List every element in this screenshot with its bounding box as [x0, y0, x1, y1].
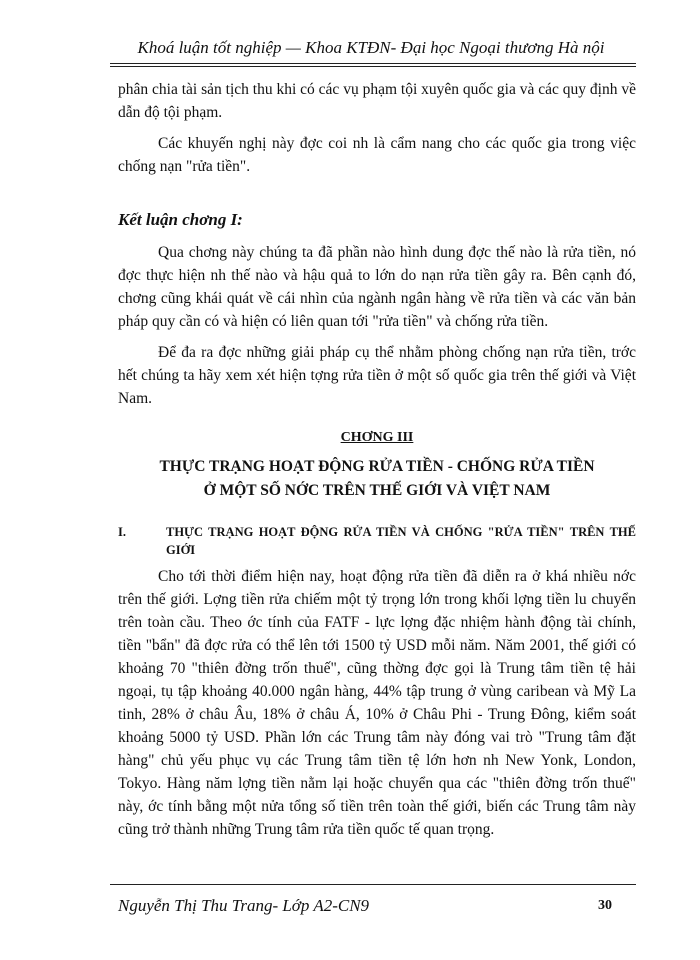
- section-number: I.: [118, 525, 126, 539]
- conclusion-heading: Kết luận chơng I:: [118, 210, 243, 229]
- chapter-title-line-2: Ở MỘT SỐ NỚC TRÊN THẾ GIỚI VÀ VIỆT NAM: [203, 482, 551, 499]
- chapter-label: CHƠNG III: [340, 430, 414, 445]
- paragraph-recommendations: Các khuyến nghị này đợc coi nh là cẩm nang cho các quốc gia trong việc chống nạn "rửa tiền".: [118, 135, 636, 175]
- section-title: THỰC TRẠNG HOẠT ĐỘNG RỬA TIỀN VÀ CHỐNG "RỬA TIỀN" TRÊN THẾ GIỚI: [166, 525, 636, 557]
- page-number: 30: [598, 898, 612, 913]
- page-content: [118, 78, 636, 849]
- footer-divider: [110, 884, 636, 885]
- paragraph-transition: Để đa ra đợc những giải pháp cụ thể nhằm phòng chống nạn rửa tiền, trớc hết chúng ta hãy xem xét hiện tợng rửa tiền ở một số quốc gia trên thế giới và Việt Nam.: [118, 344, 636, 407]
- header-divider: [110, 63, 636, 64]
- paragraph-conclusion: Qua chơng này chúng ta đã phần nào hình dung đợc thế nào là rửa tiền, nó đợc thực hiện nh thế nào và hậu quả to lớn do nạn rửa tiền gây ra. Bên cạnh đó, chơng cũng khái quát về cái nhìn của ngành ngân hàng về rửa tiền và các văn bản pháp quy cần có và hiện có liên quan tới "rửa tiền" và chống rửa tiền.: [118, 244, 636, 330]
- paragraph-continuation: phân chia tài sản tịch thu khi có các vụ phạm tội xuyên quốc gia và các quy định về dẫn độ tội phạm.: [118, 81, 636, 121]
- page-header: Khoá luận tốt nghiệp — Khoa KTĐN- Đại học Ngoại thương Hà nội: [137, 38, 605, 57]
- paragraph-body: Cho tới thời điểm hiện nay, hoạt động rửa tiền đã diễn ra ở khá nhiều nớc trên thế giới. Lợng tiền rửa chiếm một tỷ trọng lớn trong khối lợng tiền lu chuyển trên toàn cầu. Theo ớc tính của FATF - lực lợng đặc nhiệm hành động tài chính, tiền "bẩn" đã đợc rửa có thể lên tới 1500 tỷ USD mỗi năm. Năm 2001, thế giới có khoảng 70 "thiên đờng trốn thuế", cũng thờng đợc gọi là Trung tâm tiền tệ hải ngoại, tụ tập khoảng 40.000 ngân hàng, 44% tập trung ở vùng caribean và Mỹ La tinh, 28% ở châu Âu, 18% ở châu Á, 10% ở Châu Phi - Trung Đông, kiểm soát khoảng 5000 tỷ USD. Phần lớn các Trung tâm này đóng vai trò "Trung tâm đặt hàng" chủ yếu phục vụ các Trung tâm tiền tệ lớn hơn nh New Yonk, London, Tokyo. Hàng năm lợng tiền nằm lại hoặc chuyển qua các "thiên đờng trốn thuế" này, ớc tính bằng một nửa tổng số tiền trên toàn thế giới, biến các Trung tâm này cũng trở thành những Trung tâm rửa tiền quốc tế quan trọng.: [118, 568, 636, 838]
- chapter-title: [118, 455, 636, 503]
- header-divider-secondary: [110, 66, 636, 67]
- section-heading: [118, 523, 636, 559]
- chapter-title-line-1: THỰC TRẠNG HOẠT ĐỘNG RỬA TIỀN - CHỐNG RỬA TIỀN: [159, 458, 595, 475]
- footer-author: Nguyễn Thị Thu Trang- Lớp A2-CN9: [118, 896, 370, 915]
